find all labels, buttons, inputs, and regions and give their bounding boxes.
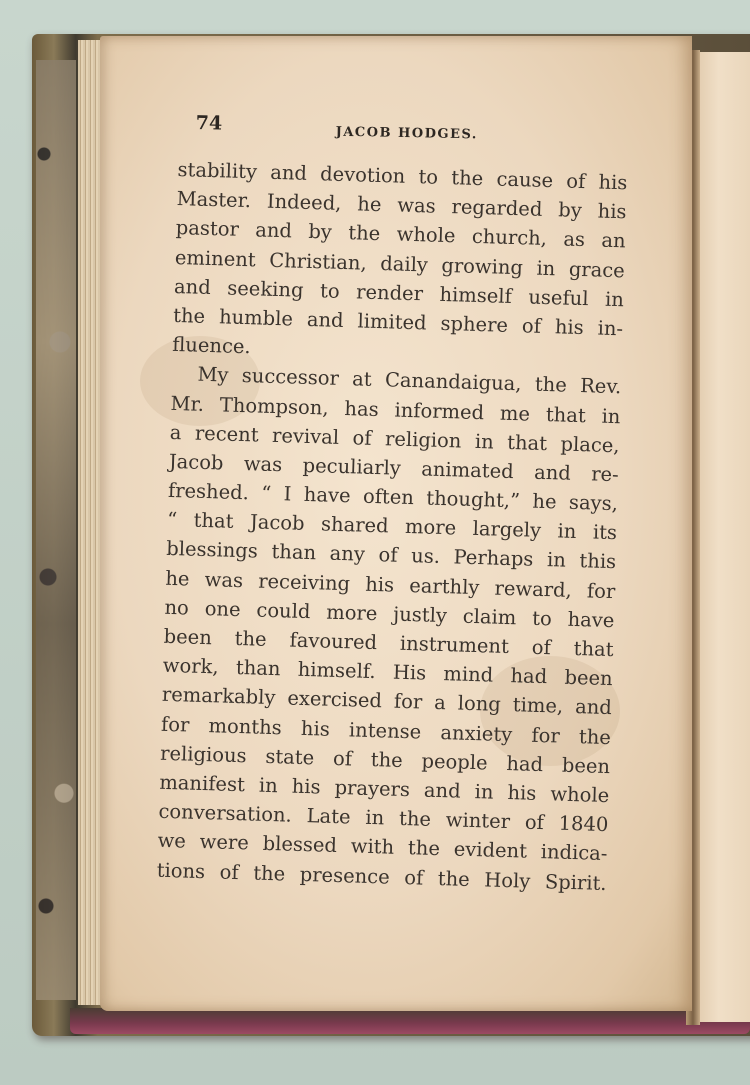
text-line: manifest in his prayers and in his whole (159, 770, 610, 808)
text-line: pastor and by the whole church, as an (175, 216, 626, 253)
text-line: the humble and limited sphere of his in- (172, 303, 624, 341)
text-line: “ that Jacob shared more largely in its (166, 508, 618, 545)
text-line: no one could more justly claim to have (164, 595, 615, 632)
text-line: and seeking to render himself useful in (173, 274, 625, 312)
facing-page (698, 52, 750, 1022)
text-line: we were blessed with the evident indica- (157, 829, 608, 866)
page-number: 74 (195, 112, 223, 135)
text-line: remarkably exercised for a long time, and (161, 683, 613, 720)
running-title: JACOB HODGES. (335, 124, 479, 143)
text-line: for months his intense anxiety for the (160, 712, 612, 749)
text-line: blessings than any of us. Perhaps in this (165, 537, 617, 574)
text-line: been the favoured instrument of that (163, 624, 614, 662)
text-line: religious state of the people had been (159, 741, 611, 778)
text-line: Jacob was peculiarly animated and re- (168, 449, 620, 487)
text-line: eminent Christian, daily growing in grace (174, 245, 626, 282)
text-line: tions of the presence of the Holy Spirit. (156, 858, 607, 895)
text-line: work, than himself. His mind had been (162, 653, 613, 691)
text-line: freshed. “ I have often thought,” he says, (167, 478, 619, 516)
body-text (156, 155, 627, 898)
text-line: stability and devotion to the cause of his (177, 157, 628, 195)
marbled-cover-edge (36, 60, 76, 1000)
book-cover-bottom-edge (70, 1008, 750, 1034)
text-line: a recent revival of religion in that place, (169, 420, 620, 457)
text-line: Master. Indeed, he was regarded by his (176, 187, 627, 224)
text-line: conversation. Late in the winter of 1840 (158, 799, 609, 837)
text-line: Mr. Thompson, has informed me that in (170, 391, 621, 428)
paragraph-start-line: My successor at Canandaigua, the Rev. (197, 362, 622, 399)
text-line: he was receiving his earthly reward, for (165, 566, 616, 603)
text-line: fluence. (172, 333, 252, 359)
